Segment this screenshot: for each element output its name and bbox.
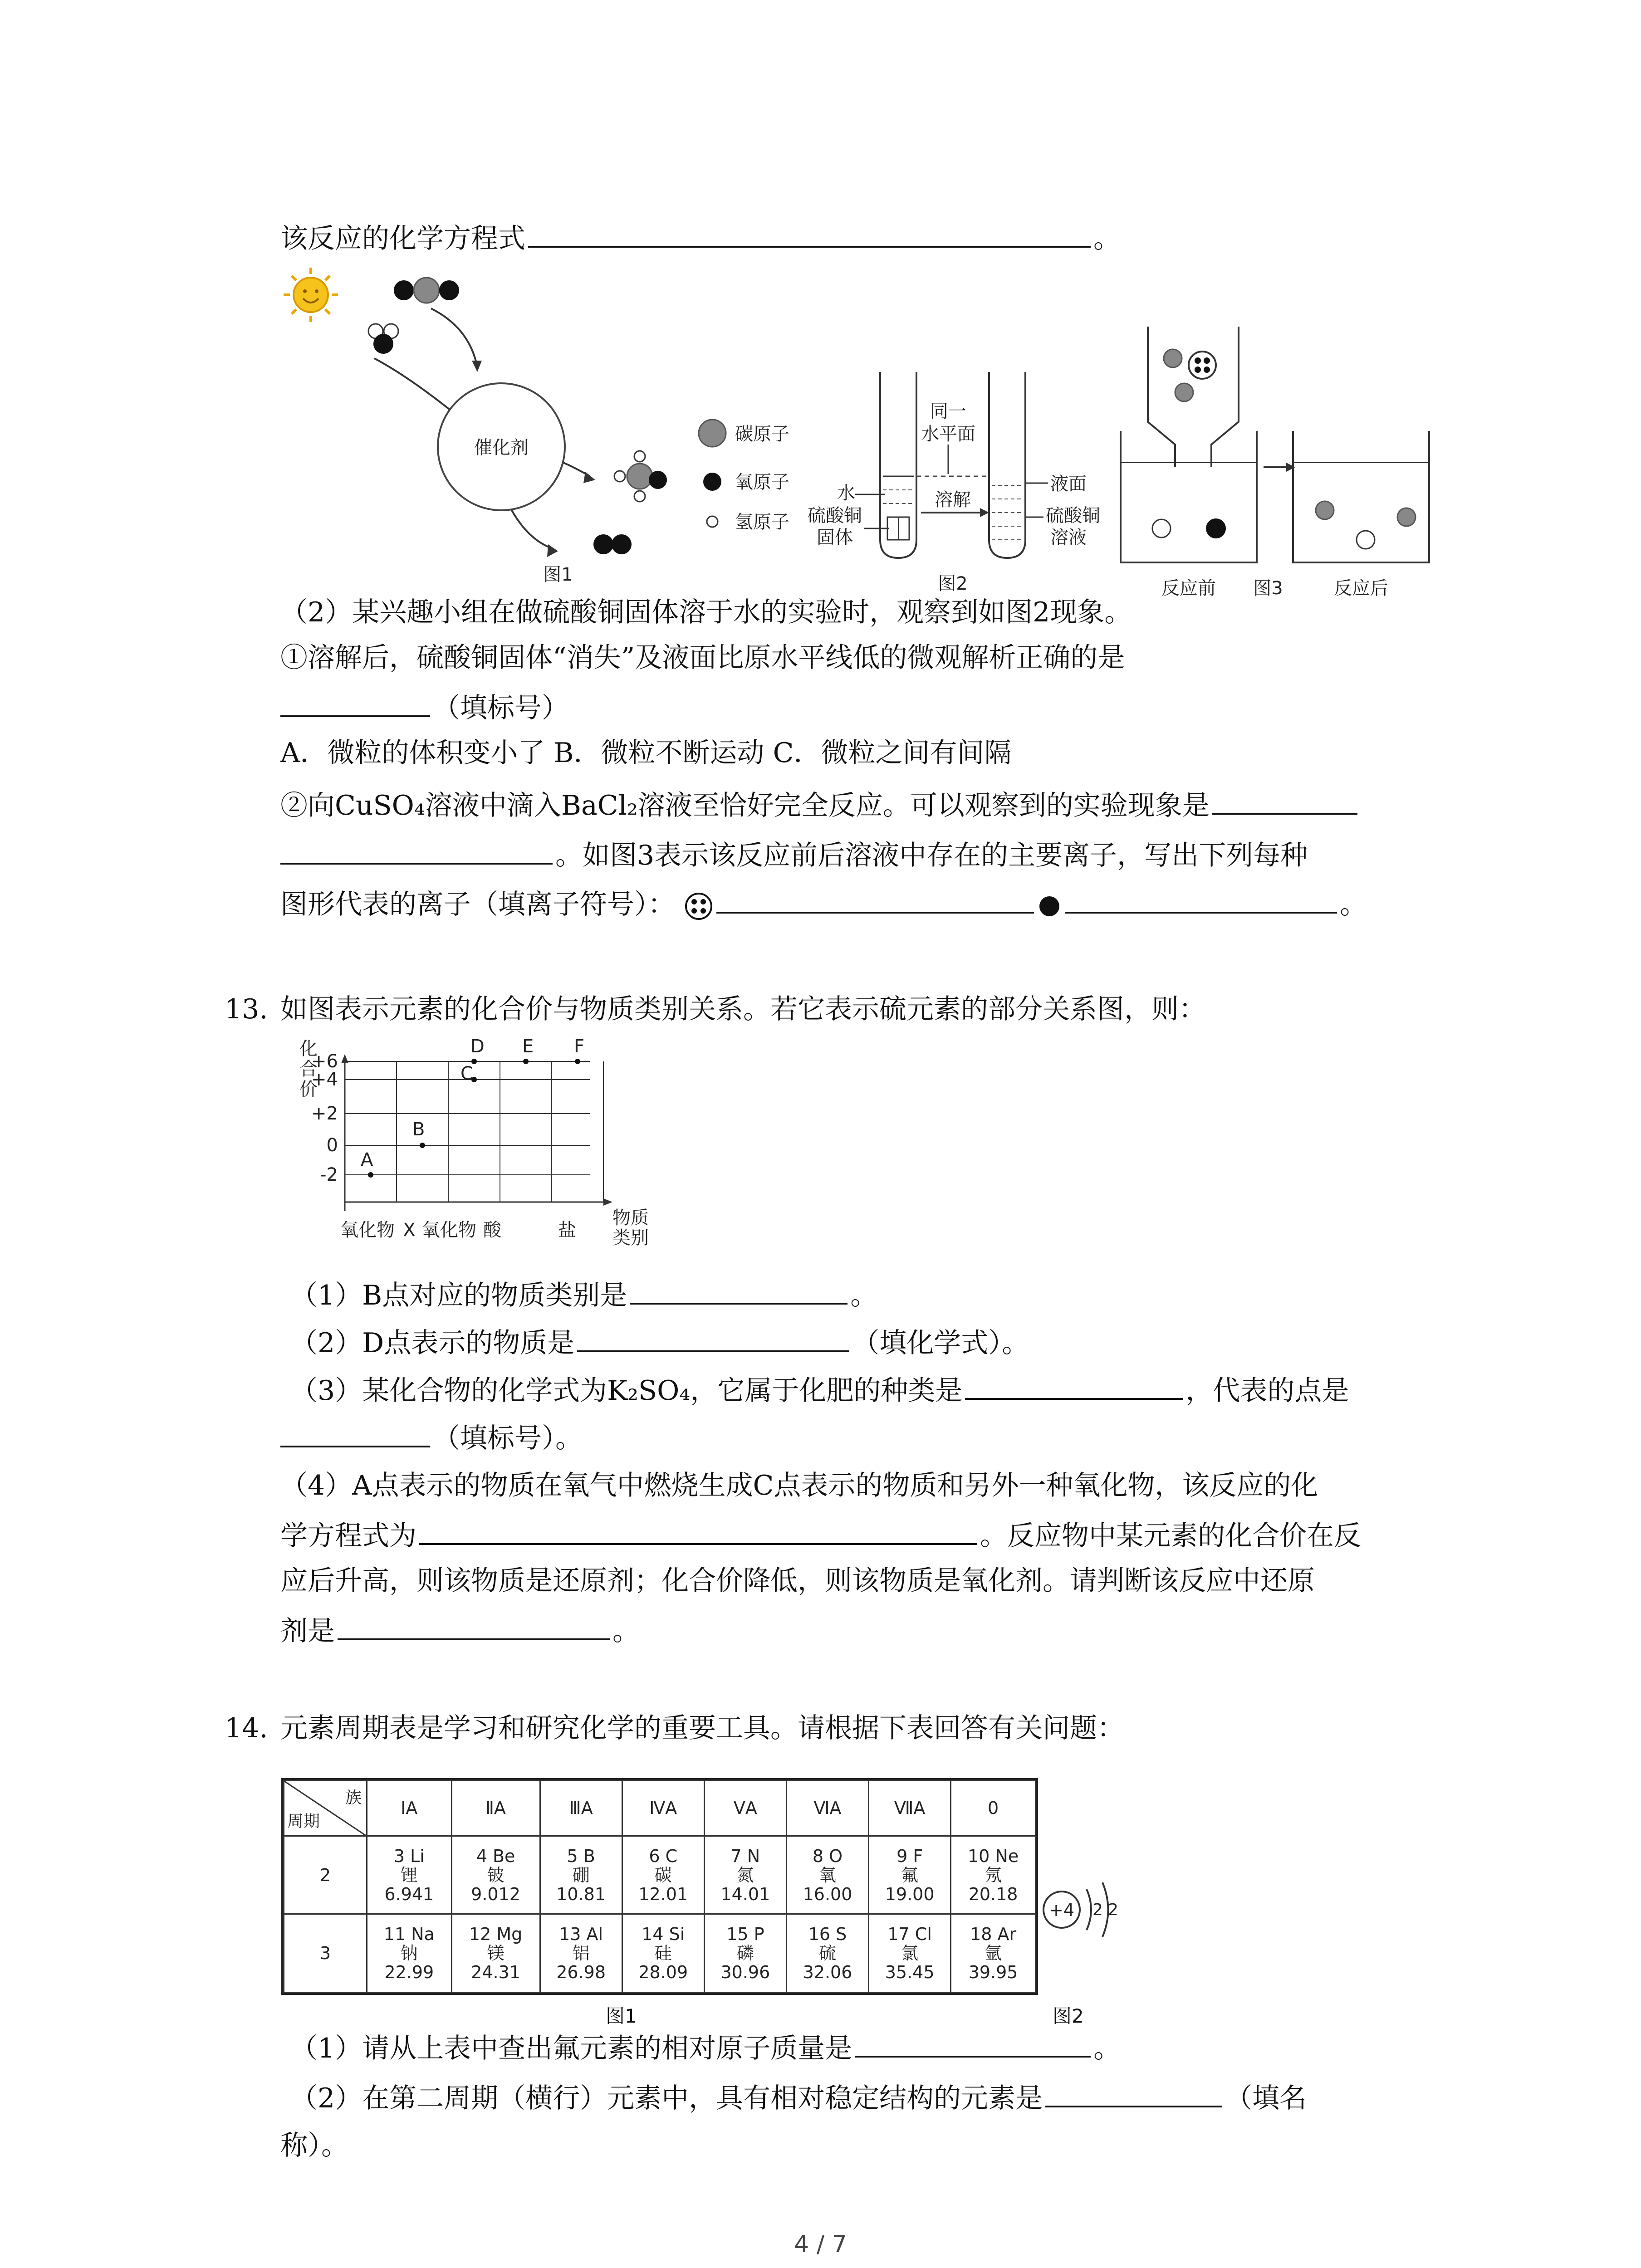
q13-p4-blank-1[interactable]	[419, 1515, 977, 1545]
solution-label-2: 溶液	[1050, 527, 1087, 548]
element-cell	[786, 1836, 868, 1914]
q13-p3-blank-1[interactable]	[965, 1370, 1183, 1400]
group-header: ⅠA	[367, 1781, 452, 1836]
q14-p1-blank[interactable]	[855, 2028, 1091, 2058]
element-name: 锂	[400, 1865, 418, 1885]
q12-part2-blank-1[interactable]	[280, 687, 430, 717]
element-name: 氟	[901, 1865, 919, 1885]
q14-p2-blank[interactable]	[1045, 2077, 1222, 2107]
q13-p4-line1: （4）A点表示的物质在氧气中燃烧生成C点表示的物质和另外一种氧化物，该反应的化	[280, 1470, 1318, 1501]
point-label: D	[470, 1036, 485, 1057]
table-row	[284, 1914, 1036, 1993]
element-cell	[869, 1914, 951, 1993]
level-label: 液面	[1050, 474, 1087, 494]
shell-2-electrons: 2	[1108, 1901, 1118, 1919]
corner-period-label: 周期	[287, 1812, 320, 1831]
y-label-2: 合	[299, 1059, 318, 1080]
test-tube-after	[989, 372, 1025, 558]
table-row	[284, 1836, 1036, 1914]
group-header: ⅣA	[622, 1781, 704, 1836]
y-tick-label: +6	[311, 1051, 338, 1072]
co2-molecule-icon	[394, 278, 459, 303]
element-name: 氯	[901, 1943, 919, 1964]
q13-p3: （3）某化合物的化学式为K₂SO₄，它属于化肥的种类是 ，代表的点是	[290, 1370, 1349, 1409]
chart-point	[523, 1059, 529, 1064]
element-mass: 39.95	[968, 1962, 1018, 1983]
element-mass: 30.96	[720, 1962, 770, 1983]
element-mass: 24.31	[471, 1962, 520, 1983]
element-top: 7 N	[730, 1846, 760, 1866]
element-top: 10 Ne	[967, 1846, 1019, 1866]
element-name: 硅	[654, 1943, 672, 1964]
x-label-1: 物质	[612, 1207, 649, 1228]
q13-p4-line4: 剂是 。	[280, 1610, 640, 1649]
element-top: 8 O	[812, 1846, 843, 1866]
element-cell	[622, 1836, 704, 1914]
q12-part2-line5: ②向CuSO₄溶液中滴入BaCl₂溶液至恰好完全反应。可以观察到的实验现象是	[280, 785, 1360, 824]
x-tick-label: 盐	[558, 1220, 576, 1241]
element-top: 14 Si	[642, 1924, 685, 1945]
y-tick-label: +2	[311, 1103, 338, 1124]
point-label: B	[412, 1119, 425, 1140]
element-mass: 9.012	[471, 1884, 520, 1904]
point-label: E	[522, 1036, 534, 1057]
legend-hydrogen-label: 氢原子	[735, 512, 789, 533]
element-mass: 26.98	[556, 1962, 606, 1983]
y-label-3: 价	[299, 1079, 318, 1100]
q14-figure-2-caption: 图2	[1053, 2005, 1084, 2027]
q13-valence-chart	[277, 1034, 685, 1270]
page-number: 4 / 7	[794, 2231, 847, 2258]
dissolve-label: 溶解	[935, 489, 971, 510]
legend-carbon-label: 碳原子	[735, 424, 789, 445]
y-tick-label: 0	[326, 1135, 338, 1156]
q12-part2-line3: （填标号）	[280, 687, 569, 726]
q12-sulfate-blank[interactable]	[716, 884, 1034, 914]
product-molecule-icon	[614, 451, 667, 502]
group-header: ⅡA	[451, 1781, 540, 1836]
q12-figure-2	[798, 363, 1112, 599]
element-name: 铝	[572, 1943, 590, 1964]
element-cell	[540, 1836, 622, 1914]
q12-part2-line2: ①溶解后，硫酸铜固体“消失”及液面比原水平线低的微观解析正确的是	[280, 642, 1125, 674]
element-mass: 14.01	[720, 1884, 770, 1904]
element-name: 氩	[985, 1943, 1002, 1964]
solid-label-2: 固体	[817, 527, 853, 548]
group-header: ⅤA	[704, 1781, 786, 1836]
element-mass: 20.18	[968, 1884, 1018, 1904]
periodic-table	[281, 1778, 1038, 1995]
q12-part2-blank-3[interactable]	[280, 835, 553, 865]
element-top: 6 C	[649, 1846, 678, 1866]
q13-p3-blank-2[interactable]	[280, 1418, 430, 1447]
sulfate-ion-icon	[684, 891, 714, 921]
q14-stem: 元素周期表是学习和研究化学的重要工具。请根据下表回答有关问题：	[280, 1712, 1124, 1744]
element-name: 氧	[818, 1865, 836, 1885]
q13-p1-blank[interactable]	[630, 1275, 847, 1305]
catalyst-label: 催化剂	[474, 437, 529, 458]
element-cell	[704, 1836, 786, 1914]
q13-stem: 如图表示元素的化合价与物质类别关系。若它表示硫元素的部分关系图，则：	[280, 993, 1206, 1025]
chart-point	[471, 1059, 477, 1064]
x-tick-label: 氧化物	[422, 1220, 476, 1241]
q12-barium-blank[interactable]	[1065, 884, 1337, 914]
nucleus-charge: +4	[1048, 1900, 1075, 1920]
element-name: 镁	[487, 1943, 505, 1964]
point-label: F	[574, 1036, 585, 1057]
q12-part2-options: A．微粒的体积变小了 B．微粒不断运动 C．微粒之间有间隔	[280, 737, 1012, 769]
element-name: 氮	[736, 1865, 754, 1885]
element-mass: 28.09	[638, 1962, 688, 1983]
element-mass: 19.00	[885, 1884, 935, 1904]
element-cell	[786, 1914, 868, 1993]
solution-label-1: 硫酸铜	[1046, 505, 1100, 526]
element-name: 磷	[736, 1943, 754, 1964]
water-label: 水	[837, 483, 855, 503]
periodic-table-grid	[283, 1780, 1036, 1993]
point-label: A	[361, 1149, 373, 1170]
sulfate-ion-icon	[1189, 352, 1216, 379]
hydrogen-atom-icon	[707, 516, 718, 527]
beryllium-atom-structure	[1039, 1864, 1130, 1955]
element-cell	[451, 1836, 540, 1914]
q13-p4-line3: 应后升高，则该物质是还原剂；化合价降低，则该物质是氧化剂。请判断该反应中还原	[280, 1565, 1315, 1597]
element-mass: 10.81	[556, 1884, 606, 1904]
element-top: 4 Be	[476, 1846, 515, 1866]
q13-number: 13.	[225, 993, 268, 1025]
group-header: 0	[951, 1781, 1036, 1836]
q13-p2: （2）D点表示的物质是 （填化学式）。	[290, 1322, 1029, 1361]
element-name: 硫	[818, 1943, 836, 1964]
q14-p1: （1）请从上表中查出氟元素的相对原子质量是 。	[290, 2028, 1121, 2067]
q12-figure-1	[272, 263, 798, 594]
figure-1-caption: 图1	[543, 564, 573, 585]
element-cell	[622, 1914, 704, 1993]
q12-part2-line7: 图形代表的离子（填离子符号）： 。	[280, 884, 1367, 923]
element-name: 氖	[985, 1865, 1002, 1885]
y-label-1: 化	[299, 1038, 318, 1059]
element-mass: 35.45	[885, 1962, 935, 1983]
q13-p1: （1）B点对应的物质类别是 。	[290, 1275, 877, 1314]
element-top: 11 Na	[383, 1924, 435, 1945]
element-cell	[951, 1914, 1036, 1993]
element-mass: 12.01	[638, 1884, 688, 1904]
element-name: 铍	[487, 1865, 505, 1885]
element-cell	[540, 1914, 622, 1993]
period-number: 3	[284, 1914, 367, 1993]
element-top: 15 P	[726, 1924, 764, 1945]
table-corner	[284, 1781, 367, 1836]
element-mass: 32.06	[803, 1962, 852, 1983]
element-cell	[869, 1836, 951, 1914]
oxygen-atom-icon	[703, 473, 721, 491]
chart-point	[420, 1143, 425, 1148]
atom-legend	[699, 420, 789, 533]
chart-point	[575, 1059, 580, 1064]
q14-p2-line2: 称）。	[280, 2130, 348, 2161]
q12-equation-blank[interactable]	[528, 218, 1091, 248]
element-top: 3 Li	[393, 1846, 425, 1866]
element-name: 碳	[654, 1865, 672, 1885]
shell-1-electrons: 2	[1092, 1901, 1103, 1919]
q12-figure-3	[1107, 318, 1452, 599]
element-mass: 6.941	[384, 1884, 434, 1904]
q12-equation-line: 该反应的化学方程式 。	[280, 218, 1121, 257]
element-name: 钠	[400, 1943, 418, 1964]
same-level-label-1: 同一	[930, 401, 966, 422]
q13-p4-blank-2[interactable]	[338, 1610, 610, 1640]
element-cell	[451, 1914, 540, 1993]
oxygen-molecule-icon	[593, 534, 632, 554]
q14-figure-1-caption: 图1	[606, 2005, 637, 2027]
element-top: 18 Ar	[970, 1924, 1017, 1945]
x-tick-label: X	[403, 1220, 416, 1241]
test-tube-before	[880, 372, 916, 558]
element-mass: 22.99	[384, 1962, 434, 1983]
chart-point	[368, 1172, 373, 1178]
element-top: 12 Mg	[469, 1924, 523, 1945]
q14-p2: （2）在第二周期（横行）元素中，具有相对稳定结构的元素是 （填名	[290, 2077, 1307, 2116]
element-name: 硼	[572, 1865, 590, 1885]
period-number: 2	[284, 1836, 367, 1914]
y-tick-label: +4	[311, 1069, 338, 1090]
element-top: 13 Al	[559, 1924, 603, 1945]
point-label: C	[460, 1063, 473, 1084]
q12-part2-blank-2[interactable]	[1212, 785, 1357, 815]
element-top: 17 Cl	[887, 1924, 932, 1945]
y-tick-label: -2	[320, 1164, 338, 1185]
element-mass: 16.00	[803, 1884, 852, 1904]
legend-oxygen-label: 氧原子	[735, 472, 789, 493]
element-cell	[951, 1836, 1036, 1914]
q14-number: 14.	[225, 1712, 268, 1744]
water-molecule-icon	[368, 324, 398, 354]
y-axis-arrow	[341, 1054, 348, 1063]
x-label-2: 类别	[612, 1227, 649, 1248]
element-cell	[367, 1914, 452, 1993]
figure-3-caption: 图3	[1253, 578, 1283, 599]
sun-icon	[284, 268, 338, 322]
carbon-atom-icon	[699, 420, 726, 447]
q12-part2-line1: （2）某兴趣小组在做硫酸铜固体溶于水的实验时，观察到如图2现象。	[280, 596, 1132, 628]
element-top: 16 S	[808, 1924, 847, 1945]
element-cell	[704, 1914, 786, 1993]
before-label: 反应前	[1161, 578, 1216, 599]
x-tick-label: 酸	[483, 1220, 501, 1241]
solid-label-1: 硫酸铜	[808, 505, 862, 526]
figure-2-caption: 图2	[938, 573, 968, 594]
q12-part2-line6: 。如图3表示该反应前后溶液中存在的主要离子，写出下列每种	[280, 835, 1308, 874]
after-label: 反应后	[1334, 578, 1388, 599]
q13-p3-line2: （填标号）。	[280, 1418, 583, 1457]
corner-group-label: 族	[345, 1789, 362, 1807]
q13-p4-line2: 学方程式为 。反应物中某元素的化合价在反	[280, 1515, 1361, 1554]
element-top: 9 F	[896, 1846, 923, 1866]
same-level-label-2: 水平面	[921, 424, 975, 445]
x-tick-label: 氧化物	[340, 1220, 395, 1241]
group-header: ⅢA	[540, 1781, 622, 1836]
group-header: ⅦA	[869, 1781, 951, 1836]
group-header: ⅥA	[786, 1781, 868, 1836]
element-top: 5 B	[567, 1846, 595, 1866]
q13-p2-blank[interactable]	[577, 1322, 849, 1352]
barium-ion-icon	[1037, 894, 1062, 919]
element-cell	[367, 1836, 452, 1914]
x-axis-arrow	[603, 1198, 612, 1206]
